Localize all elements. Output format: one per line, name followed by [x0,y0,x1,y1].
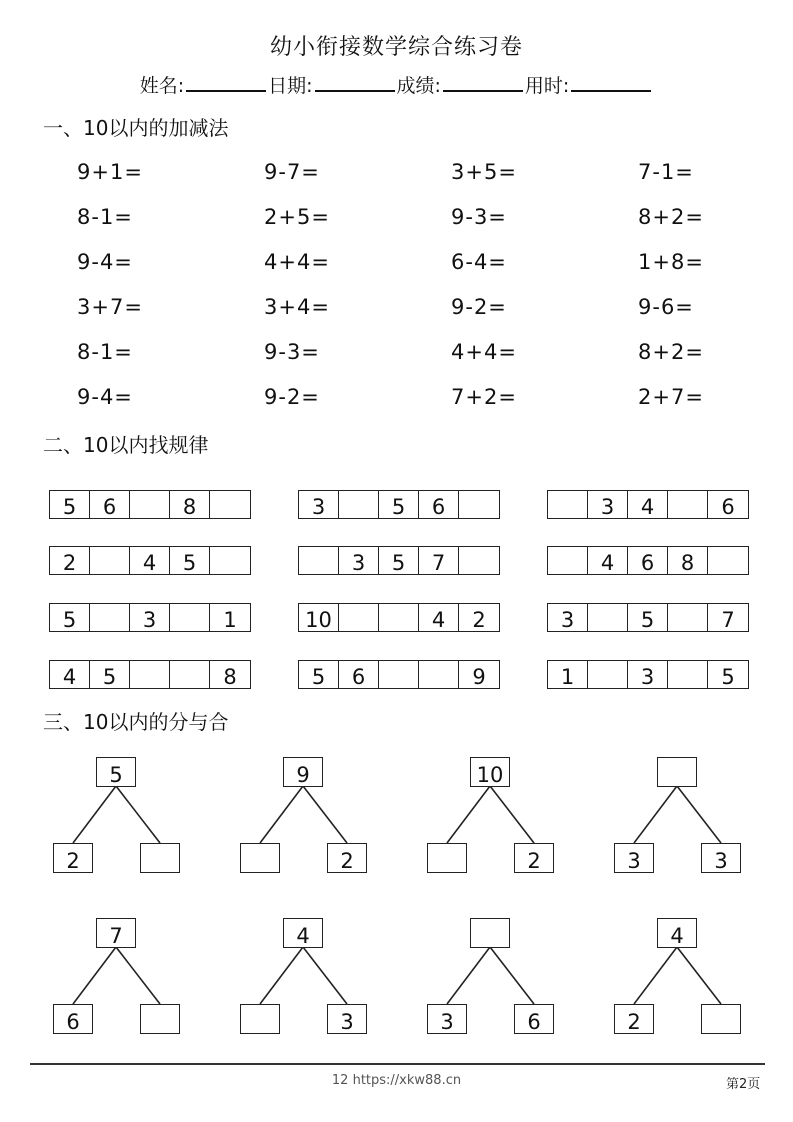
pattern-cell[interactable] [339,491,379,518]
pattern-cell[interactable]: 5 [50,491,90,518]
number-bond [427,918,557,1038]
section-3-title: 三、10以内的分与合 [43,710,229,734]
equation[interactable]: 8-1= [77,340,133,364]
section-1-title: 一、10以内的加减法 [43,116,229,140]
bond-box-top[interactable]: 9 [283,757,323,787]
bond-box-left[interactable]: 3 [427,1004,467,1034]
pattern-cell[interactable]: 6 [90,491,130,518]
number-bond [614,757,744,877]
pattern-cell[interactable]: 4 [588,547,628,574]
pattern-grid [547,490,749,519]
pattern-grid [298,660,500,689]
pattern-cell[interactable] [459,491,499,518]
equation[interactable]: 6-4= [451,250,507,274]
pattern-grid [49,490,251,519]
pattern-cell[interactable] [379,661,419,688]
pattern-cell[interactable] [668,661,708,688]
pattern-cell[interactable]: 5 [170,547,210,574]
bond-box-right[interactable]: 2 [327,843,367,873]
pattern-cell[interactable] [90,547,130,574]
pattern-cell[interactable] [170,661,210,688]
bond-box-left[interactable] [240,1004,280,1034]
section-2-title: 二、10以内找规律 [43,433,209,457]
number-bond [240,757,370,877]
pattern-grid [49,660,251,689]
date-label: 日期: [268,75,313,97]
bond-box-left[interactable]: 6 [53,1004,93,1034]
bond-box-right[interactable]: 6 [514,1004,554,1034]
pattern-grid [547,546,749,575]
name-blank[interactable] [186,72,266,92]
bond-box-right[interactable] [140,843,180,873]
bond-box-left[interactable]: 3 [614,843,654,873]
pattern-cell[interactable]: 5 [379,547,419,574]
equation[interactable]: 2+7= [638,385,704,409]
equation[interactable]: 3+5= [451,160,517,184]
equation[interactable]: 9-2= [264,385,320,409]
pattern-cell[interactable]: 2 [472,608,486,632]
bond-box-right[interactable]: 3 [701,843,741,873]
pattern-cell[interactable]: 5 [628,604,668,631]
pattern-cell[interactable]: 3 [588,491,628,518]
pattern-cell[interactable] [90,604,130,631]
bond-box-right[interactable] [701,1004,741,1034]
pattern-cell[interactable] [339,604,379,631]
pattern-cell[interactable]: 5 [90,661,130,688]
bond-box-right[interactable] [140,1004,180,1034]
equation[interactable]: 3+7= [77,295,143,319]
bond-box-left[interactable]: 2 [614,1004,654,1034]
equation[interactable]: 9-7= [264,160,320,184]
bond-box-top[interactable]: 7 [96,918,136,948]
number-bond [427,757,557,877]
pattern-cell[interactable]: 5 [50,604,90,631]
equation[interactable]: 9-3= [451,205,507,229]
pattern-cell[interactable]: 1 [223,608,237,632]
footer-divider [30,1063,765,1065]
equation[interactable]: 8+2= [638,205,704,229]
pattern-cell[interactable] [459,547,499,574]
bond-box-right[interactable]: 3 [327,1004,367,1034]
number-bond [240,918,370,1038]
pattern-grid [49,603,251,632]
bond-box-top[interactable]: 4 [657,918,697,948]
name-label: 姓名: [139,75,185,97]
pattern-grid [547,660,749,689]
date-blank[interactable] [315,72,395,92]
pattern-cell[interactable] [210,547,250,574]
equation[interactable]: 2+5= [264,205,330,229]
equation[interactable]: 8-1= [77,205,133,229]
equation[interactable]: 7+2= [451,385,517,409]
equation[interactable]: 9-2= [451,295,507,319]
pattern-cell[interactable] [588,604,628,631]
bond-box-top[interactable]: 5 [96,757,136,787]
pattern-cell[interactable]: 4 [628,491,668,518]
pattern-cell[interactable]: 4 [130,547,170,574]
pattern-cell[interactable] [210,491,250,518]
pattern-cell[interactable] [130,661,170,688]
pattern-cell[interactable]: 6 [721,495,735,519]
equation[interactable]: 9-4= [77,250,133,274]
pattern-cell[interactable]: 6 [339,661,379,688]
pattern-cell[interactable] [668,491,708,518]
time-blank[interactable] [571,72,651,92]
pattern-cell[interactable]: 8 [668,547,708,574]
pattern-cell[interactable] [588,661,628,688]
pattern-cell[interactable] [708,547,748,574]
number-bond [53,757,183,877]
equation[interactable]: 4+4= [451,340,517,364]
number-bond [614,918,744,1038]
footer-source: 12 https://xkw88.cn [331,1073,462,1088]
bond-box-left[interactable] [240,843,280,873]
pattern-cell[interactable] [299,547,339,574]
pattern-cell[interactable]: 3 [130,604,170,631]
equation[interactable]: 9-4= [77,385,133,409]
equation[interactable]: 1+8= [638,250,704,274]
pattern-cell[interactable] [379,604,419,631]
page-number: 第2页 [726,1077,761,1092]
pattern-cell[interactable]: 7 [721,608,735,632]
equation[interactable]: 8+2= [638,340,704,364]
pattern-cell[interactable]: 3 [339,547,379,574]
pattern-cell[interactable]: 2 [50,547,90,574]
pattern-cell[interactable] [668,604,708,631]
equation[interactable]: 9-6= [638,295,694,319]
pattern-grid [298,490,500,519]
worksheet-title: 幼小衔接数学综合练习卷 [269,35,523,60]
bond-box-left[interactable] [427,843,467,873]
score-label: 成绩: [396,75,441,97]
pattern-cell[interactable]: 10 [299,604,339,631]
number-bond [53,918,183,1038]
bond-box-top[interactable] [470,918,510,948]
pattern-cell[interactable]: 7 [419,547,459,574]
equation[interactable]: 4+4= [264,250,330,274]
pattern-cell[interactable]: 3 [628,661,668,688]
pattern-cell[interactable]: 6 [419,491,459,518]
pattern-grid [298,546,500,575]
pattern-cell[interactable]: 4 [50,661,90,688]
equation[interactable]: 7-1= [638,160,694,184]
pattern-grid [298,603,500,632]
student-info-row [0,71,793,98]
pattern-cell[interactable]: 5 [299,661,339,688]
equation[interactable]: 9+1= [77,160,143,184]
pattern-grid [547,603,749,632]
pattern-cell[interactable] [419,661,459,688]
pattern-grid [49,546,251,575]
bond-box-top[interactable] [657,757,697,787]
pattern-cell[interactable]: 9 [472,665,486,689]
bond-box-left[interactable]: 2 [53,843,93,873]
pattern-cell[interactable] [170,604,210,631]
pattern-cell[interactable]: 5 [379,491,419,518]
pattern-cell[interactable] [548,547,588,574]
pattern-cell[interactable]: 5 [721,665,735,689]
bond-box-right[interactable]: 2 [514,843,554,873]
pattern-cell[interactable] [548,491,588,518]
pattern-cell[interactable] [130,491,170,518]
bond-box-top[interactable]: 4 [283,918,323,948]
equation[interactable]: 9-3= [264,340,320,364]
pattern-cell[interactable]: 8 [223,665,237,689]
pattern-cell[interactable]: 3 [299,491,339,518]
pattern-cell[interactable]: 4 [419,604,459,631]
bond-box-top[interactable]: 10 [470,757,510,787]
pattern-cell[interactable]: 3 [548,604,588,631]
score-blank[interactable] [443,72,523,92]
time-label: 用时: [524,75,570,97]
pattern-cell[interactable]: 1 [548,661,588,688]
equation[interactable]: 3+4= [264,295,330,319]
pattern-cell[interactable]: 6 [628,547,668,574]
pattern-cell[interactable]: 8 [170,491,210,518]
